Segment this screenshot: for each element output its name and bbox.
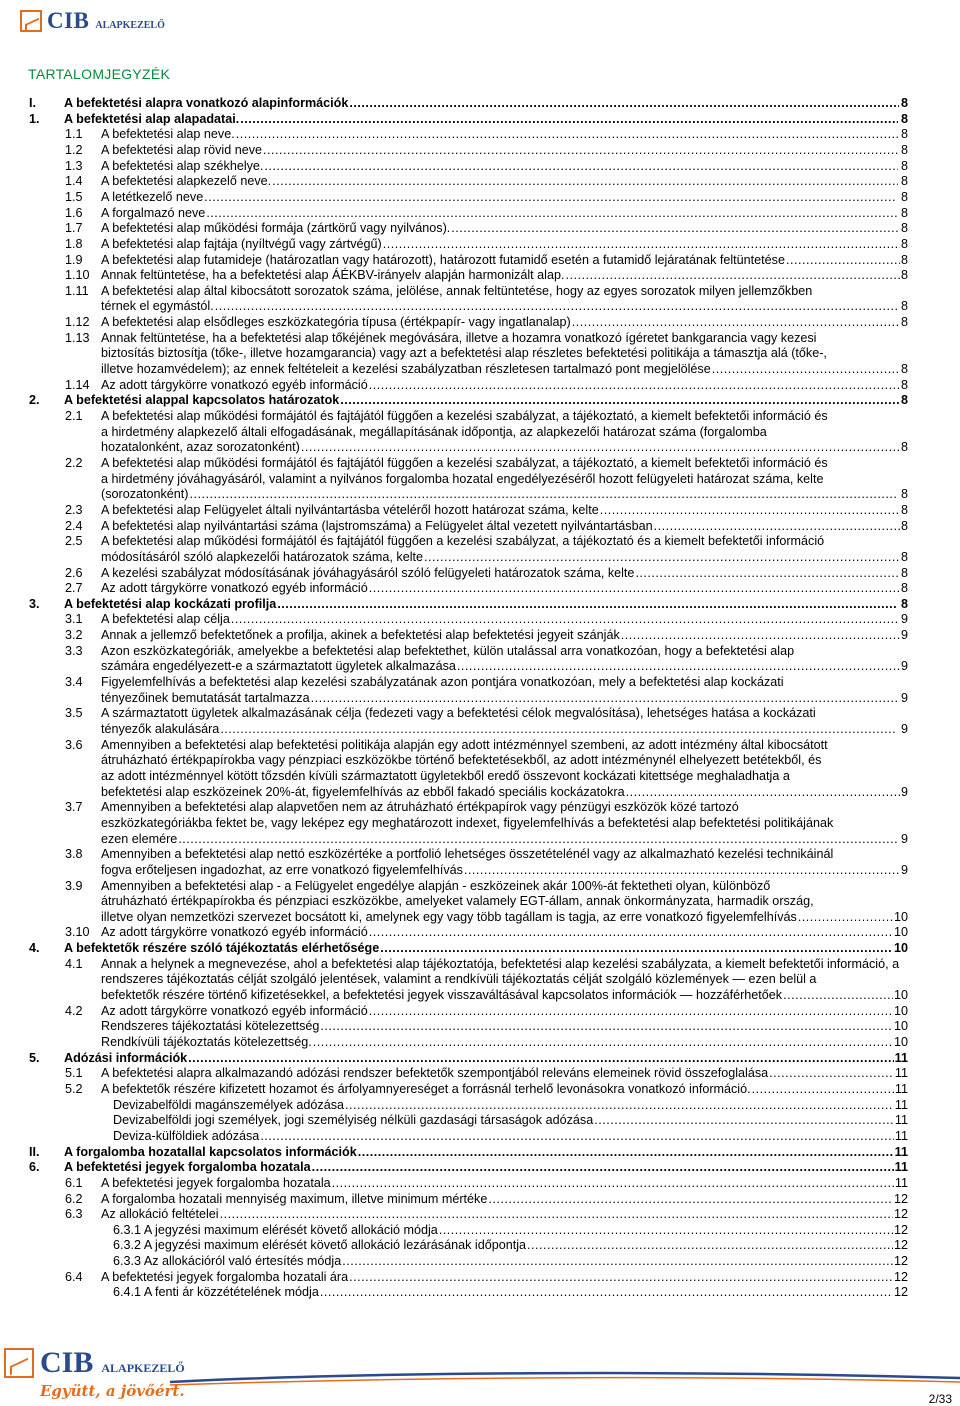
toc-leader-dots	[320, 1019, 893, 1035]
toc-entry-text: 6.3.1 A jegyzési maximum elérését követő allokáció módja	[113, 1222, 438, 1237]
toc-leader-dots	[464, 863, 900, 879]
toc-entry-text: tényezők alakulására	[101, 722, 220, 736]
toc-page-number: 10	[893, 941, 908, 956]
toc-entry-text: A befektetési alap nyilvántartási száma (lajstromszáma) a Felügyelet által vezetett nyilvántartásban	[101, 518, 653, 533]
toc-entry-text: Annak feltüntetése, ha a befektetési alap tőkéjének megóvására, illetve a hozamra vonatkozó ígéretet bankgarancia vagy kezesi	[101, 330, 817, 345]
toc-entry-number: 4.	[29, 941, 40, 956]
toc-page-number: 8	[900, 299, 908, 314]
toc-entry-number: 2.1	[65, 409, 83, 423]
footer-logo-text: CIB	[40, 1346, 94, 1379]
toc-page-number: 8	[900, 377, 908, 392]
toc-entry-text: A befektetési alap alapadatai.	[64, 111, 240, 126]
toc-leader-dots	[312, 1160, 894, 1176]
toc-entry-number: 1.14	[65, 377, 90, 392]
header-logo	[20, 8, 165, 34]
toc-page-number: 8	[900, 518, 908, 533]
toc-entry-text: fogva erőteljesen ingadozhat, az erre vonatkozó figyelemfelhívás	[101, 862, 463, 877]
toc-entry-number: 3.4	[65, 675, 83, 690]
toc-entry-number: 1.3	[65, 158, 83, 173]
toc-entry-text: A befektetési alap neve.	[101, 127, 235, 142]
toc-leader-dots	[626, 785, 900, 801]
toc-entry-number: 2.	[29, 393, 40, 408]
toc-page-number: 8	[900, 252, 908, 267]
toc-entry-text: Az adott tárgykörre vonatkozó egyéb információ	[101, 925, 368, 940]
toc-page-number: 8	[900, 111, 908, 126]
toc-entry-text: Figyelemfelhívás a befektetési alap kezelési szabályzatának azon pontjára vonatkozóan, mely a befektetési alap kockázati	[101, 675, 784, 690]
toc-entry-text: térnek el egymástól.	[101, 299, 214, 314]
toc-leader-dots	[240, 112, 897, 128]
toc-entry-number: 1.8	[65, 236, 83, 251]
toc-leader-dots	[752, 1082, 894, 1098]
toc-page-number: 9	[900, 831, 908, 846]
toc-entry-text: a hirdetmény jóváhagyásáról, valamint a nyilvános forgalomba hozatal engedélyezéséről hozott felügyeleti határozat száma, kelte	[101, 471, 824, 486]
toc-entry-text: illetve hozamvédelem); az ennek feltételeit a kezelési szabályzatban részletesen tartalmazó pont megjelölése	[101, 362, 711, 377]
toc-entry-text: Amennyiben a befektetési alap nettó eszközértéke a portfolió lehetséges összetételénél vagy az alkalmazható kezelési technikáinál	[101, 847, 834, 862]
toc-entry-number: 3.9	[65, 878, 83, 893]
toc-entry-text: A befektetési jegyek forgalomba hozatala	[64, 1160, 311, 1175]
cib-logo-icon	[20, 10, 42, 32]
toc-entry-text: A befektetési alap futamideje (határozatlan vagy határozott), határozott futamidő esetén a futamidő lejáratának feltüntetése	[101, 252, 785, 267]
toc-entry-text: A befektetési jegyek forgalomba hozatali ára	[101, 1269, 349, 1284]
toc-leader-dots	[380, 941, 893, 957]
toc-entry-number: 3.5	[65, 706, 83, 721]
toc-entry-text: A kezelési szabályzat módosításának jóváhagyásáról szóló felügyeleti határozatok száma, kelte	[101, 565, 635, 580]
toc-page-number: 8	[900, 549, 908, 564]
toc-leader-dots	[712, 362, 900, 378]
toc-page-number: 8	[900, 502, 908, 517]
toc-leader-dots	[369, 925, 893, 941]
toc-page-number: 12	[893, 1285, 908, 1300]
toc-leader-dots	[345, 1098, 894, 1114]
toc-entry-number: 3.7	[65, 800, 83, 815]
page-number: 2/33	[928, 1392, 952, 1406]
toc-leader-dots	[301, 440, 899, 456]
toc-page-number: 12	[893, 1207, 908, 1222]
toc-page-number: 8	[900, 362, 908, 377]
toc-entry-number: 6.2	[65, 1191, 83, 1206]
toc-leader-dots	[206, 206, 897, 222]
toc-leader-dots	[332, 1176, 894, 1192]
toc-leader-dots	[383, 237, 900, 253]
toc-entry-number: 1.7	[65, 221, 83, 236]
toc-entry-text: A forgalomba hozatali mennyiség maximum, illetve minimum mértéke	[101, 1191, 488, 1206]
toc-leader-dots	[798, 910, 893, 926]
toc-page-number: 11	[894, 1160, 908, 1175]
toc-page-number: 11	[894, 1113, 908, 1128]
toc-leader-dots	[369, 378, 900, 394]
toc-entry-number: II.	[29, 1144, 40, 1159]
toc-entry-text: Azon eszközkategóriák, amelyekbe a befektetési alap befektethet, külön utalással arra vonatkozóan, hogy a befektetési alap	[101, 643, 795, 658]
toc-entry-text: A letétkezelő neve	[101, 189, 204, 204]
toc-entry-text: Rendszeres tájékoztatási kötelezettség	[101, 1019, 320, 1034]
toc-entry-text: Deviza-külföldiek adózása	[113, 1128, 260, 1143]
toc-leader-dots	[263, 143, 898, 159]
toc-entry-text: módosításáról szóló alapkezelői határozatok száma, kelte	[101, 549, 424, 564]
toc-page-number: 8	[900, 268, 908, 283]
toc-entry-text: 6.4.1 A fenti ár közzétételének módja	[113, 1285, 319, 1300]
toc-leader-dots	[277, 597, 898, 613]
toc-page-number: 8	[900, 596, 908, 611]
toc-entry-text: befektetési alap eszközeinek 20%-át, figyelemfelhívás az ebből fakadó speciális kockázatokra	[101, 784, 625, 799]
toc-entry-number: 3.1	[65, 612, 83, 627]
toc-entry-number: 1.6	[65, 205, 83, 220]
toc-page-number: 11	[894, 1128, 908, 1143]
toc-entry-number: 1.11	[65, 283, 89, 298]
toc-page-number: 8	[900, 174, 908, 189]
toc-entry-number: 2.6	[65, 565, 83, 580]
toc-page-number: 9	[900, 690, 908, 705]
toc-leader-dots	[340, 393, 899, 409]
toc-leader-dots	[231, 612, 898, 628]
toc-leader-dots	[260, 1129, 894, 1145]
toc-entry-number: 2.5	[65, 534, 83, 549]
toc-page-number: 12	[893, 1269, 908, 1284]
toc-page-number: 10	[893, 925, 908, 940]
toc-page-number: 8	[900, 236, 908, 251]
toc-entry-number: 1.13	[65, 330, 90, 345]
toc-page-number: 10	[893, 1003, 908, 1018]
logo-subtext: ALAPKEZELŐ	[95, 19, 165, 31]
toc-entry-text: A befektetési alap célja	[101, 612, 230, 627]
toc-leader-dots	[600, 503, 900, 519]
toc-entry-number: 6.	[29, 1160, 40, 1175]
toc-page-number: 8	[900, 487, 908, 502]
toc-leader-dots	[188, 1051, 894, 1067]
toc-page-number: 11	[894, 1050, 908, 1065]
toc-entry-text: A befektetési alap kockázati profilja	[64, 596, 277, 611]
toc-page-number: 10	[893, 988, 908, 1003]
toc-entry-text: A forgalomba hozatallal kapcsolatos információk	[64, 1144, 357, 1159]
toc-leader-dots	[236, 127, 898, 143]
toc-entry-text: rendszeres tájékoztatás célját szolgáló jelentések, valamint a rendkívüli tájékoztatás célját szolgáló közlemények — ezen belül a	[101, 972, 817, 987]
toc-entry-text: A befektetési alap működési formájától és fajtájától függően a kezelési szabályzat, a tájékoztató és a kiemelt befektetői információ	[101, 534, 825, 549]
toc-entry-text: eszközkategóriákba fektet be, vagy leképez egy meghatározott indexet, figyelemfelhívás a befektetési alap befektetési politikájának	[101, 815, 834, 830]
toc-page-number: 8	[900, 142, 908, 157]
toc-entry-number: 3.10	[65, 925, 90, 940]
toc-page-number: 12	[893, 1254, 908, 1269]
toc-page-number: 9	[900, 784, 908, 799]
toc-entry-text: A befektetési alap működési formájától és fajtájától függően a kezelési szabályzat, a tájékoztató, a kiemelt befektetői információ és	[101, 455, 828, 470]
toc-entry-number: 1.10	[65, 268, 90, 283]
toc-entry-text: A befektetési alap székhelye.	[101, 158, 264, 173]
toc-page-number: 8	[900, 440, 908, 455]
toc-entry-number: 5.	[29, 1050, 40, 1065]
toc-page-number: 8	[900, 221, 908, 236]
toc-entry-text: A befektetési alap által kibocsátott sorozatok száma, jelölése, annak feltüntetése, hogy az egyes sorozatok milyen jellemzőkben	[101, 283, 813, 298]
toc-leader-dots	[769, 1066, 894, 1082]
toc-entry-text: A befektetési alap elsődleges eszközkategória típusa (értékpapír- vagy ingatlanalap)	[101, 315, 571, 330]
toc-leader-dots	[424, 550, 900, 566]
toc-page-number: 11	[894, 1066, 908, 1081]
toc-entry-text: Az adott tárgykörre vonatkozó egyéb információ	[101, 377, 368, 392]
toc-entry-text: Annak a jellemző befektetőnek a profilja, akinek a befektetési alap befektetési jegyeit szánják	[101, 628, 620, 643]
cib-logo-icon	[4, 1348, 34, 1378]
toc-leader-dots	[572, 315, 900, 331]
toc-entry-text: számára engedélyezett-e a származtatott ügyletek alkalmazása	[101, 659, 456, 674]
toc-page-number: 8	[900, 565, 908, 580]
toc-leader-dots	[313, 1035, 893, 1051]
toc-entry-number: 2.3	[65, 502, 83, 517]
toc-entry-text: (sorozatonként)	[101, 487, 189, 502]
toc-leader-dots	[594, 1113, 894, 1129]
toc-entry-text: Amennyiben a befektetési alap befektetési politikája alapján egy adott intézménnyel szembeni, az adott intézmény által kibocsátott	[101, 737, 828, 752]
toc-entry-text: A befektetési alap fajtája (nyíltvégű vagy zártvégű)	[101, 236, 382, 251]
toc-leader-dots	[358, 1145, 894, 1161]
toc-leader-dots	[215, 299, 898, 315]
toc-title: TARTALOMJEGYZÉK	[28, 66, 171, 82]
toc-leader-dots	[349, 1270, 893, 1286]
toc-entry-text: az adott intézménnyel kötött tőzsdén kívüli származtatott ügyletekből eredő összevont kockázati kitettsége meghaladhatja a	[101, 768, 790, 783]
toc-entry-number: 1.9	[65, 252, 83, 267]
toc-page-number: 12	[893, 1191, 908, 1206]
toc-entry-text: A befektetési alapra vonatkozó alapinformációk	[64, 96, 349, 110]
toc-entry-text: Devizabelföldi magánszemélyek adózása	[113, 1097, 345, 1112]
toc-page-number: 8	[900, 96, 908, 110]
toc-entry-text: biztosítás biztosítja (tőke-, illetve hozamgarancia) vagy azt a befektetési alap részletes befektetési politikája a támasztja alá (tőke-,	[101, 346, 827, 361]
footer-logo	[4, 1346, 185, 1400]
toc-page-number: 11	[894, 1175, 908, 1190]
toc-entry-text: A befektetési alap Felügyelet általi nyilvántartásba vételéről hozott határozat száma, kelte	[101, 502, 599, 517]
toc-entry-number: I.	[29, 96, 36, 110]
toc-entry-number: 4.2	[65, 1003, 83, 1018]
toc-entry-text: A befektetési alap működési formája (zártkörű vagy nyilvános).	[101, 221, 451, 236]
footer-slogan: Együtt, a jövőért.	[40, 1382, 185, 1400]
toc-page-number: 9	[900, 659, 908, 674]
toc-entry-text: átruházható értékpapírokba vagy pénzpiaci eszközökbe történő befektetésekből, az adott intézménynél elhelyezett betétekből, és	[101, 753, 822, 768]
toc-entry-number: 1.12	[65, 315, 90, 330]
toc-leader-dots	[786, 253, 900, 269]
toc-entry-text: Annak feltüntetése, ha a befektetési alap ÁÉKBV-irányelv alapján harmonizált alap.	[101, 268, 565, 283]
toc-page-number: 10	[893, 1019, 908, 1034]
toc-entry-text: A származtatott ügyletek alkalmazásának célja (fedezeti vagy a befektetési célok megvalósítása), lehetséges hatása a kockázati	[101, 706, 816, 721]
toc-entry-text: a hirdetmény alapkezelő általi elfogadásának, megállapításának időpontja, az alapkezelői határozat száma (forgalomba	[101, 424, 767, 439]
toc-leader-dots	[204, 190, 897, 206]
toc-entry-text: Az allokáció feltételei	[101, 1207, 219, 1222]
toc-entry-text: A befektetők részére kifizetett hozamot és árfolyamnyereséget a forrásnál terhelő levonásokra vonatkozó információ.	[101, 1081, 751, 1096]
toc-entry-text: Annak a helynek a megnevezése, ahol a befektetési alap tájékoztatója, befektetési alap kezelési szabályzata, a kiemelt befektetői információ, a	[101, 956, 900, 971]
toc-entry-text: 6.3.3 Az allokációról való értesítés módja	[113, 1254, 342, 1269]
toc-leader-dots	[349, 96, 899, 112]
toc-entry-number: 6.1	[65, 1175, 83, 1190]
toc-entry-number: 1.	[29, 111, 40, 126]
toc-page-number: 12	[893, 1222, 908, 1237]
toc-entry-text: A befektetési alap rövid neve	[101, 142, 263, 157]
toc-entry-number: 5.1	[65, 1066, 83, 1081]
toc-entry-text: Az adott tárgykörre vonatkozó egyéb információ	[101, 1003, 368, 1018]
toc-entry-text: A forgalmazó neve	[101, 205, 206, 220]
toc-page-number: 9	[900, 722, 908, 736]
toc-entry-number: 3.8	[65, 847, 83, 862]
toc-entry-number: 4.1	[65, 956, 83, 971]
toc-leader-dots	[178, 832, 896, 848]
toc-leader-dots	[220, 1207, 893, 1223]
toc-page-number: 12	[893, 1238, 908, 1253]
toc-entry-text: 6.3.2 A jegyzési maximum elérését követő allokáció lezárásának időpontja	[113, 1238, 527, 1253]
toc-page-number: 8	[900, 205, 908, 220]
toc-entry-number: 6.3	[65, 1207, 83, 1222]
toc-page-number: 8	[900, 581, 908, 596]
toc-entry-text: A befektetési jegyek forgalomba hozatala	[101, 1175, 331, 1190]
toc-page-number: 10	[893, 1035, 908, 1049]
toc-page-number: 11	[894, 1144, 908, 1159]
toc-leader-dots	[320, 1285, 893, 1301]
toc-entry-number: 1.2	[65, 142, 83, 157]
toc-entry-text: A befektetési alapra alkalmazandó adózási rendszer befektetők szempontjából releváns elemeinek rövid összefoglalása	[101, 1066, 769, 1081]
toc-page-number: 9	[900, 628, 908, 643]
toc-entry-number: 3.2	[65, 628, 83, 643]
toc-leader-dots	[311, 691, 899, 707]
toc-leader-dots	[621, 628, 900, 644]
toc-entry-number: 2.4	[65, 518, 83, 533]
toc-entry-text: ezen elemére	[101, 831, 178, 846]
toc-page-number: 9	[900, 612, 908, 627]
toc-entry-text: illetve olyan nemzetközi szervezet bocsátott ki, amelynek egy vagy több tagállam is tagja, az erre vonatkozó figyelemfelhívás	[101, 909, 797, 924]
footer-swoosh	[170, 1368, 960, 1388]
toc-page-number: 8	[900, 127, 908, 142]
toc-entry-number: 1.5	[65, 189, 83, 204]
toc-entry-number: 3.3	[65, 643, 83, 658]
toc-leader-dots	[272, 174, 898, 190]
toc-leader-dots	[457, 659, 900, 675]
toc-leader-dots	[264, 159, 898, 175]
toc-entry-text: Devizabelföldi jogi személyek, jogi személyiség nélküli gazdasági társaságok adózása	[113, 1113, 594, 1128]
toc-entry-text: A befektetési alappal kapcsolatos határozatok	[64, 393, 340, 408]
toc-leader-dots	[451, 221, 900, 237]
toc-entry-text: A befektetési alap működési formájától és fajtájától függően a kezelési szabályzat, a tájékoztató, a kiemelt befektetői információ és	[101, 409, 828, 423]
toc-page-number: 11	[894, 1081, 908, 1096]
toc-entry-text: Amennyiben a befektetési alap alapvetően nem az átruházható értékpapírok vagy pénzügyi eszközök közé tartozó	[101, 800, 739, 815]
toc-entry-text: Rendkívüli tájékoztatás kötelezettség.	[101, 1035, 312, 1049]
toc-entry-number: 2.2	[65, 455, 83, 470]
toc-page-number: 10	[893, 909, 908, 924]
toc-page-number: 9	[900, 862, 908, 877]
toc-entry-text: A befektetők részére szóló tájékoztatás elérhetősége	[64, 941, 380, 956]
toc-leader-dots	[783, 988, 893, 1004]
toc-entry-text: A befektetési alapkezelő neve.	[101, 174, 272, 189]
toc-entry-text: átruházható értékpapírokba és pénzpiaci eszközökbe, amelyeket valamely EGT-állam, annak önkormányzata, harmadik ország,	[101, 894, 814, 909]
toc-leader-dots	[488, 1192, 893, 1208]
toc-entry-text: Amennyiben a befektetési alap - a Felügyelet engedélye alapján - eszközeinek akár 100%-át fektetheti olyan, különböző	[101, 878, 771, 893]
toc-entry-number: 2.7	[65, 581, 83, 596]
toc-entry-number: 6.4	[65, 1269, 83, 1284]
toc-entry-text: befektetők részére történő kifizetésekkel, a befektetési jegyek visszaváltásával kapcsolatos információk — hozzáférhetőek	[101, 988, 783, 1003]
toc-leader-dots	[190, 487, 897, 503]
toc-page-number: 8	[900, 315, 908, 330]
toc-entry-number: 3.	[29, 596, 40, 611]
toc-leader-dots	[220, 722, 897, 738]
footer-logo-subtext: ALAPKEZELŐ	[101, 1360, 185, 1375]
toc-entry-text: tényezőinek bemutatását tartalmazza	[101, 690, 310, 705]
toc-entry-text: Adózási információk	[64, 1050, 188, 1065]
toc-leader-dots	[565, 268, 900, 284]
logo-text: CIB	[47, 8, 90, 33]
toc-page-number: 8	[900, 189, 908, 204]
toc-leader-dots	[527, 1238, 893, 1254]
toc-page-number: 8	[900, 158, 908, 173]
toc-entry-number: 5.2	[65, 1081, 83, 1096]
toc-page-number: 8	[900, 393, 908, 408]
toc-entry-number: 3.6	[65, 737, 83, 752]
toc-leader-dots	[369, 581, 900, 597]
toc-entry-text: hozatalonként, azaz sorozatonként)	[101, 440, 300, 455]
toc-entry-text: Az adott tárgykörre vonatkozó egyéb információ	[101, 581, 368, 596]
toc-leader-dots	[635, 566, 900, 582]
toc-leader-dots	[439, 1223, 893, 1239]
toc-entry-number: 1.1	[65, 127, 83, 142]
toc-leader-dots	[654, 519, 900, 535]
toc-leader-dots	[342, 1254, 893, 1270]
toc-leader-dots	[369, 1004, 893, 1020]
toc-page-number: 11	[894, 1097, 908, 1112]
toc-entry-number: 1.4	[65, 174, 83, 189]
